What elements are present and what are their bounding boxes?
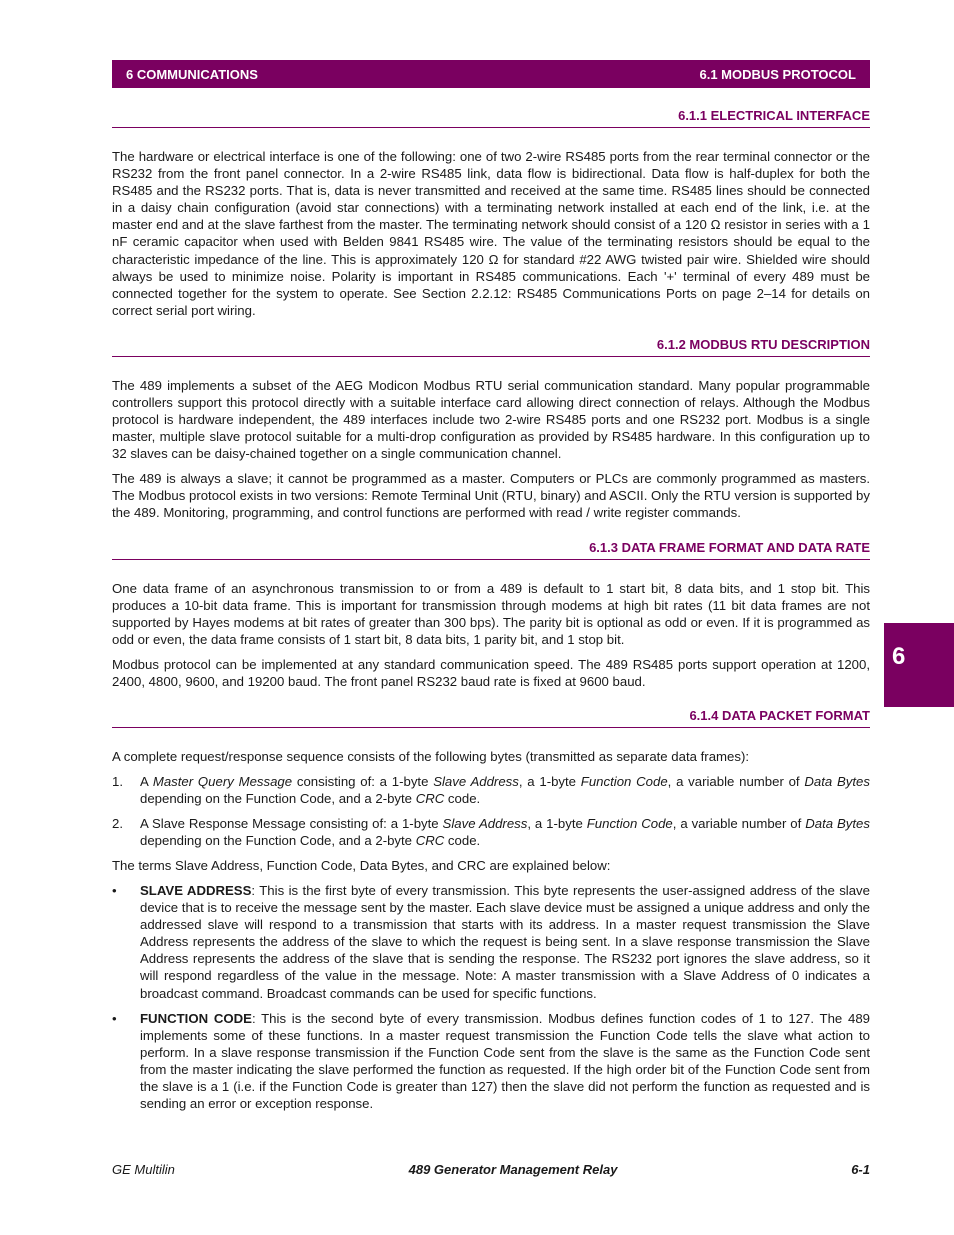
footer-page-number: 6-1 (851, 1162, 870, 1177)
section-title-6-1-1: 6.1.1 ELECTRICAL INTERFACE (112, 108, 870, 128)
list-number: 2. (112, 816, 123, 831)
paragraph-electrical-interface: The hardware or electrical interface is one of the following: one of two 2-wire RS485 ports from the rear terminal connector or the RS232 from the front panel connector. In a 2-wire RS485 link, data flow is bidirectional. Data flow is half-duplex for both the RS485 and the RS232 ports. That is, data is never transmitted and received at the same time. RS485 lines should be connected in a daisy chain configuration (avoid star connections) with a terminating network installed at each end of the link, i.e. at the master end and at the slave farthest from the master. The terminating network should consist of a 120 Ω resistor in series with a 1 nF ceramic capacitor when used with Belden 9841 RS485 wire. The value of the terminating resistors should be equal to the characteristic impedance of the line. This is approximately 120 Ω for standard #22 AWG twisted pair wire. Shielded wire should always be used to minimize noise. Polarity is important in RS485 communications. Each '+' terminal of every 489 must be connected together for the system to operate. See Section 2.2.12: RS485 Communications Ports on page 2–14 for details on correct serial port wiring. (112, 149, 870, 318)
section-title-6-1-4: 6.1.4 DATA PACKET FORMAT (112, 708, 870, 728)
list-item-slave-response: 2. A Slave Response Message consisting of: a 1-byte Slave Address, a 1-byte Function Code, a variable number of Data Bytes depending on the Function Code, and a 2-byte CRC code. (112, 816, 870, 849)
paragraph-modbus-rtu-2: The 489 is always a slave; it cannot be programmed as a master. Computers or PLCs are commonly programmed as masters. The Modbus protocol exists in two versions: Remote Terminal Unit (RTU, binary) and ASCII. Only the RTU version is supported by the 489. Monitoring, programming, and control functions are performed with read / write register commands. (112, 471, 870, 521)
section-title-6-1-3: 6.1.3 DATA FRAME FORMAT AND DATA RATE (112, 540, 870, 560)
paragraph-data-frame-1: One data frame of an asynchronous transmission to or from a 489 is default to 1 start bit, 8 data bits, and 1 stop bit. This produces a 10-bit data frame. This is important for transmission through modems at high bit rates (11 bit data frames are not supported by Hayes modems at bit rates of greater than 300 bps). The parity bit is optional as odd or even. If it is programmed as odd or even, the data frame consists of 1 start bit, 8 data bits, 1 parity bit, and 1 stop bit. (112, 581, 870, 648)
running-header (112, 60, 870, 88)
header-section: 6.1 MODBUS PROTOCOL (699, 66, 856, 82)
section-title-6-1-2: 6.1.2 MODBUS RTU DESCRIPTION (112, 337, 870, 357)
header-chapter: 6 COMMUNICATIONS (126, 66, 258, 82)
paragraph-packet-intro: A complete request/response sequence consists of the following bytes (transmitted as separate data frames): (112, 749, 749, 764)
footer-company: GE Multilin (112, 1162, 175, 1177)
page-footer (112, 1162, 870, 1177)
footer-product: 489 Generator Management Relay (408, 1162, 618, 1177)
list-number: 1. (112, 774, 123, 789)
bullet-function-code: • FUNCTION CODE: This is the second byte of every transmission. Modbus defines function codes of 1 to 127. The 489 implements some of these functions. In a master request transmission the Function Code tells the slave what action to perform. In a slave response transmission if the Function Code sent from the slave is the same as the Function Code sent from the master indicating the slave performed the function as requested. If the high order bit of the Function Code sent from the slave is a 1 (i.e. if the Function Code is greater than 127) then the slave did not perform the function as requested and is sending an error or exception response. (112, 1011, 870, 1112)
paragraph-terms: The terms Slave Address, Function Code, Data Bytes, and CRC are explained below: (112, 858, 611, 873)
bullet-slave-address: • SLAVE ADDRESS: This is the first byte of every transmission. This byte represents the user-assigned address of the slave device that is to receive the message sent by the master. Each slave device must be assigned a unique address and only the addressed slave will respond to a transmission that starts with its address. In a master request transmission the Slave Address represents the address of the slave to which the request is being sent. In a slave response transmission the Slave Address represents the address of the slave that is sending the response. The RS232 port ignores the slave address, so it will respond regardless of the value in the message. Note: A master transmission with a Slave Address of 0 indicates a broadcast command. Broadcast commands can be used for specific functions. (112, 883, 870, 1001)
list-item-master-query: 1. A Master Query Message consisting of: a 1-byte Slave Address, a 1-byte Function Code, a variable number of Data Bytes depending on the Function Code, and a 2-byte CRC code. (112, 774, 870, 807)
chapter-tab: 6 (884, 623, 954, 707)
bullet-marker: • (112, 883, 117, 898)
paragraph-modbus-rtu-1: The 489 implements a subset of the AEG Modicon Modbus RTU serial communication standard. Many popular programmable controllers support this protocol directly with a suitable interface card allowing direct connection of relays. Although the Modbus protocol is hardware independent, the 489 interfaces include two 2-wire RS485 ports and one RS232 port. Modbus is a single master, multiple slave protocol suitable for a multi-drop configuration as provided by RS485 hardware. In this configuration up to 32 slaves can be daisy-chained together on a single communication channel. (112, 378, 870, 462)
paragraph-data-frame-2: Modbus protocol can be implemented at any standard communication speed. The 489 RS485 ports support operation at 1200, 2400, 4800, 9600, and 19200 baud. The front panel RS232 baud rate is fixed at 9600 baud. (112, 657, 870, 690)
bullet-marker: • (112, 1011, 117, 1026)
